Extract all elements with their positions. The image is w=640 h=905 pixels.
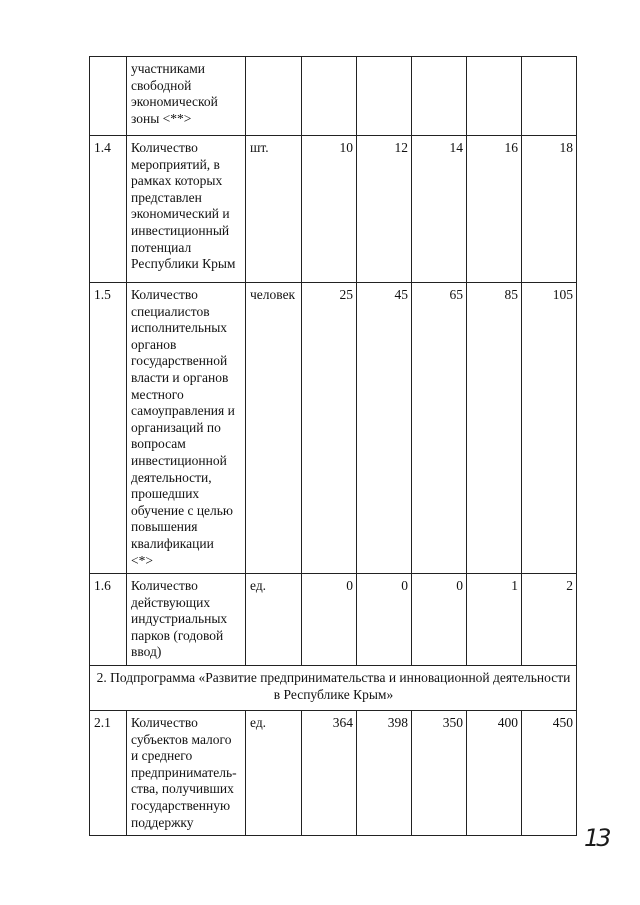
indicators-table <box>89 56 577 836</box>
value-cell: 65 <box>412 283 467 574</box>
value-cell: 16 <box>467 136 522 283</box>
value-cell: 12 <box>357 136 412 283</box>
value-cell <box>357 57 412 136</box>
value-cell <box>302 57 357 136</box>
indicator-name: Количество действующих индустриальных парков (годовой ввод) <box>127 574 246 666</box>
value-cell: 0 <box>357 574 412 666</box>
subprogram-heading: 2. Подпрограмма «Развитие предпринимательства и инновационной деятельности в Республике Крым» <box>90 666 577 711</box>
value-cell: 400 <box>467 711 522 836</box>
value-cell: 10 <box>302 136 357 283</box>
unit-cell: ед. <box>246 574 302 666</box>
table-row <box>90 574 577 666</box>
value-cell: 350 <box>412 711 467 836</box>
table-row <box>90 57 577 136</box>
section-row <box>90 666 577 711</box>
value-cell: 45 <box>357 283 412 574</box>
value-cell: 1 <box>467 574 522 666</box>
value-cell: 2 <box>522 574 577 666</box>
indicator-name: Количество специалистов исполнительных органов государственной власти и органов местного самоуправления и организаций по вопросам инвестиционной деятельности, прошедших обучение с целью повышения квалификации <*> <box>127 283 246 574</box>
unit-cell: человек <box>246 283 302 574</box>
indicator-name: Количество субъектов малого и среднего предприниматель- ства, получивших государственную поддержку <box>127 711 246 836</box>
value-cell <box>522 57 577 136</box>
table-row <box>90 136 577 283</box>
indicator-name: участниками свободной экономической зоны <**> <box>127 57 246 136</box>
value-cell: 14 <box>412 136 467 283</box>
value-cell <box>412 57 467 136</box>
value-cell: 0 <box>412 574 467 666</box>
row-number: 1.6 <box>90 574 127 666</box>
unit-cell: ед. <box>246 711 302 836</box>
row-number: 2.1 <box>90 711 127 836</box>
row-number <box>90 57 127 136</box>
indicator-name: Количество мероприятий, в рамках которых представлен экономический и инвестиционный потенциал Республики Крым <box>127 136 246 283</box>
row-number: 1.4 <box>90 136 127 283</box>
value-cell: 0 <box>302 574 357 666</box>
value-cell: 18 <box>522 136 577 283</box>
value-cell: 105 <box>522 283 577 574</box>
value-cell: 364 <box>302 711 357 836</box>
value-cell: 450 <box>522 711 577 836</box>
table-row <box>90 283 577 574</box>
value-cell <box>467 57 522 136</box>
value-cell: 25 <box>302 283 357 574</box>
table-row <box>90 711 577 836</box>
page-number: 13 <box>584 824 609 852</box>
row-number: 1.5 <box>90 283 127 574</box>
unit-cell <box>246 57 302 136</box>
value-cell: 85 <box>467 283 522 574</box>
value-cell: 398 <box>357 711 412 836</box>
unit-cell: шт. <box>246 136 302 283</box>
